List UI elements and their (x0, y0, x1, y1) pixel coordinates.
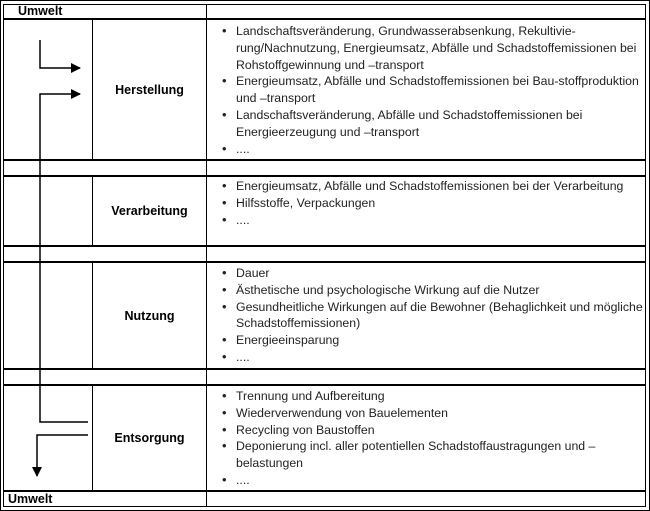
list-item: • Energieumsatz, Abfälle und Schadstoffemissionen bei Bau-stoffproduktion und –transport (208, 73, 646, 107)
list-item: • Wiederverwendung von Bauelementen (208, 405, 646, 422)
list-item: • Hilfsstoffe, Verpackungen (208, 195, 646, 212)
list-item: • Deponierung incl. aller potentiellen Schadstoffaustragungen und –belastungen (208, 438, 646, 472)
list-item: • Ästhetische und psychologische Wirkung auf die Nutzer (208, 282, 646, 299)
list-item: • Gesundheitliche Wirkungen auf die Bewohner (Behaglichkeit und mögliche Schadstoffemissionen) (208, 299, 646, 333)
list-item: • Landschaftsveränderung, Abfälle und Schadstoffemissionen bei Energieerzeugung und –transport (208, 107, 646, 141)
list-item: • .... (208, 349, 646, 366)
arrow-entsorgung-to-umwelt (37, 435, 88, 476)
list-item: • Trennung und Aufbereitung (208, 388, 646, 405)
list-item: • .... (208, 472, 646, 489)
list-item: • Dauer (208, 265, 646, 282)
stage-name-verarbeitung: Verarbeitung (111, 204, 188, 218)
stage-name-nutzung: Nutzung (124, 309, 175, 323)
list-item: • Landschaftsveränderung, Grundwasserabsenkung, Rekultivie-rung/Nachnutzung, Energieumsatz, Abfälle und Schadstoffemissionen bei Rohstoffgewinnung und –transport (208, 23, 646, 73)
stage-name-entsorgung: Entsorgung (114, 431, 185, 445)
list-item: • Energieeinsparung (208, 332, 646, 349)
list-item: • .... (208, 212, 646, 229)
arrow-recycling-loop (40, 94, 88, 422)
list-item: • .... (208, 141, 646, 158)
stage-name-herstellung: Herstellung (115, 83, 184, 97)
arrow-umwelt-into-herstellung (40, 40, 80, 68)
bottom-umwelt-label: Umwelt (8, 492, 53, 506)
list-item: • Recycling von Baustoffen (208, 422, 646, 439)
list-item: • Energieumsatz, Abfälle und Schadstoffemissionen bei der Verarbeitung (208, 178, 646, 195)
top-umwelt-label: Umwelt (18, 4, 63, 18)
